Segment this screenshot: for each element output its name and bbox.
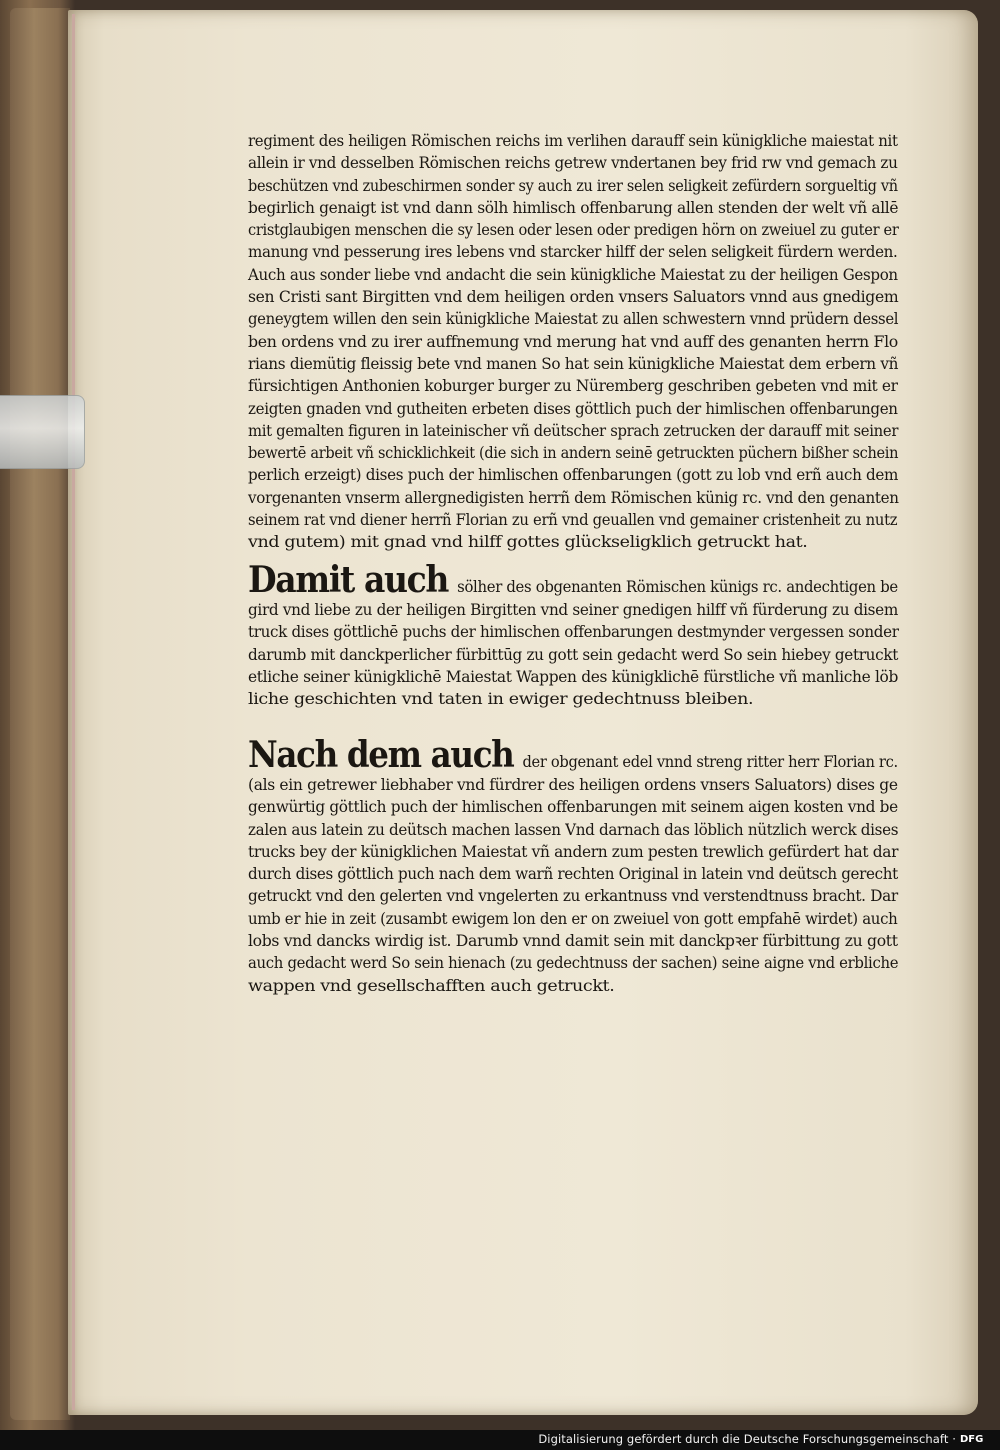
text-line: getruckt vnd den gelerten vnd vngelerten zu erkantnuss vnd verstendtnuss bracht. Dar <box>248 886 898 906</box>
text-line: genwürtig göttlich puch der himlischen offenbarungen mit seinem aigen kosten vnd be <box>248 797 898 817</box>
page-margin-rule <box>72 14 75 1410</box>
text-block-regiment <box>248 130 898 554</box>
text-line: regiment des heiligen Römischen reichs im verlihen darauff sein künigkliche maiestat nit <box>248 131 898 150</box>
text-line: zeigten gnaden vnd gutheiten erbeten dises göttlich puch der himlischen offenbarungen <box>248 398 898 418</box>
text-line: auch gedacht werd So sein hienach (zu gedechtnuss der sachen) seine aigne vnd erbliche <box>248 953 899 973</box>
text-line: allein ir vnd desselben Römischen reichs getrew vndertanen bey frid rw vnd gemach zu <box>248 153 898 173</box>
first-line-text: der obgenant edel vnnd streng ritter herr Florian rc. <box>522 752 898 771</box>
display-initial: Damit auch <box>248 559 448 601</box>
text-line: trucks bey der künigklichen Maiestat vñ andern zum pesten trewlich gefürdert hat dar <box>248 841 899 861</box>
text-line: zalen aus latein zu deütsch machen lassen Vnd darnach das löblich nützlich werck dises <box>248 819 899 839</box>
text-block-nach-dem-auch <box>248 734 899 997</box>
text-line: manung vnd pesserung ires lebens vnd starcker hilff der selen seligkeit fürdern werden. <box>248 242 898 262</box>
text-line: sen Cristi sant Birgitten vnd dem heiligen orden vnsers Saluators vnnd aus gnedigem <box>248 287 899 307</box>
text-line: liche geschichten vnd taten in ewiger gedechtnuss bleiben. <box>248 689 754 709</box>
initial-line <box>248 734 898 776</box>
first-line-text: sölher des obgenanten Römischen künigs rc. andechtigen be <box>457 577 898 596</box>
text-line: rians diemütig fleissig bete vnd manen So hat sein künigkliche Maiestat dem erbern vñ <box>248 353 899 373</box>
text-line: geneygtem willen den sein künigkliche Maiestat zu allen schwestern vnnd prüdern dessel <box>248 309 899 329</box>
text-line: darumb mit danckperlicher fürbittūg zu gott sein gedacht werd So sein hiebey getruckt <box>248 644 898 664</box>
initial-line <box>248 559 898 601</box>
text-line: vnd gutem) mit gnad vnd hilff gottes glückseligklich getruckt hat. <box>248 532 808 552</box>
text-line: umb er hie in zeit (zusambt ewigem lon den er on zweiuel von gott empfahē wirdet) auch <box>248 908 898 928</box>
text-line: mit gemalten figuren in lateinischer vñ deütscher sprach zetrucken der darauff mit seiner <box>248 420 899 440</box>
text-line: Auch aus sonder liebe vnd andacht die sein künigkliche Maiestat zu der heiligen Gespon <box>248 264 898 284</box>
text-line: begirlich genaigt ist vnd dann sölh himlisch offenbarung allen stenden der welt vñ allē <box>248 197 899 217</box>
text-line: ben ordens vnd zu irer auffnemung vnd merung hat vnd auff des genanten herrn Flo <box>248 331 898 351</box>
text-line: seinem rat vnd diener herrñ Florian zu erñ vnd geuallen vnd gemainer cristenheit zu nutz <box>248 510 898 530</box>
text-line: bewertē arbeit vñ schicklichkeit (die sich in andern seinē getruckten püchern bißher schein <box>248 443 899 463</box>
footer-credit: Digitalisierung gefördert durch die Deutsche Forschungsgemeinschaft · <box>538 1432 956 1446</box>
text-line: durch dises göttlich puch nach dem warñ rechten Original in latein vnd deütsch gerecht <box>248 864 898 884</box>
text-line: wappen vnd gesellschafften auch getruckt. <box>248 975 615 995</box>
text-line: perlich erzeigt) dises puch der himlischen offenbarungen (gott zu lob vnd erñ auch dem <box>248 465 899 485</box>
text-block-damit-auch <box>248 559 899 710</box>
text-line: beschützen vnd zubeschirmen sonder sy auch zu irer selen seligkeit zefürdern sorgueltig vñ <box>248 175 898 195</box>
text-line: vorgenanten vnserm allergnedigisten herrñ dem Römischen künig rc. vnd den genanten <box>248 487 899 507</box>
page-clip <box>0 395 85 469</box>
text-line: cristglaubigen menschen die sy lesen oder lesen oder predigen hörn on zweiuel zu guter er <box>248 220 899 240</box>
binding-board <box>10 8 70 1420</box>
text-line: truck dises göttlichē puchs der himlischen offenbarungen destmynder vergessen sonder <box>248 622 899 642</box>
footer-bar <box>0 1430 1000 1450</box>
dfg-logo: DFG <box>960 1434 984 1445</box>
display-initial: Nach dem auch <box>248 734 514 776</box>
text-line: lobs vnd dancks wirdig ist. Darumb vnnd damit sein mit danckpꝛer fürbittung zu gott <box>248 931 898 951</box>
text-line: gird vnd liebe zu der heiligen Birgitten vnd seiner gnedigen hilff vñ fürderung zu disem <box>248 600 898 619</box>
text-line: (als ein getrewer liebhaber vnd fürdrer des heiligen ordens vnsers Saluators) dises ge <box>248 775 898 794</box>
text-line: fürsichtigen Anthonien koburger burger zu Nüremberg geschriben gebeten vnd mit er <box>248 376 898 396</box>
text-line: etliche seiner künigklichē Maiestat Wappen des künigklichē fürstliche vñ manliche löb <box>248 666 899 686</box>
